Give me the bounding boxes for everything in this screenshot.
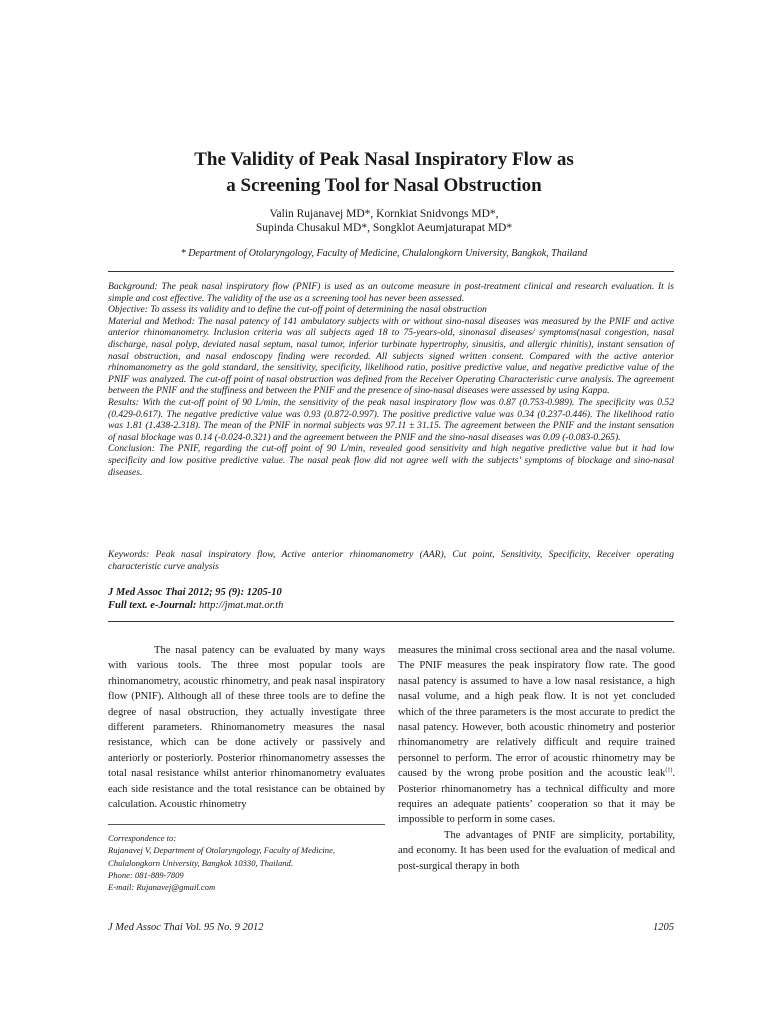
title-line-2: a Screening Tool for Nasal Obstruction	[226, 175, 542, 196]
page-number: 1205	[653, 922, 674, 933]
journal-url-link[interactable]: http://jmat.mat.or.th	[199, 599, 284, 611]
footer-journal: J Med Assoc Thai Vol. 95 No. 9 2012	[108, 922, 264, 933]
correspondence-line: Rujanavej V, Department of Otolaryngology, Faculty of Medicine,	[108, 845, 336, 856]
reference-superscript: (1)	[665, 767, 673, 774]
abstract-bottom-divider	[108, 621, 674, 622]
authors-line-1: Valin Rujanavej MD*, Kornkiat Snidvongs MD*,	[269, 208, 499, 220]
citation-ref: J Med Assoc Thai 2012; 95 (9): 1205-10	[108, 587, 282, 598]
correspondence-email[interactable]: E-mail: Rujanavej@gmail.com	[108, 882, 216, 893]
correspondence-phone: Phone: 081-889-7809	[108, 869, 184, 880]
keywords	[108, 549, 674, 572]
body-text: . Posterior rhinomanometry has a technical difficulty and more requires an adequate patients’ cooperation so that it may be impossible to perform in some cases.	[398, 768, 675, 826]
affiliation: * Department of Otolaryngology, Faculty of Medicine, Chulalongkorn University, Bangkok, Thailand	[180, 248, 588, 259]
body-paragraph	[398, 643, 675, 828]
abstract-objective: Objective: To assess its validity and to define the cut-off point of determining the nasal obstruction	[108, 304, 487, 316]
abstract-conclusion: Conclusion: The PNIF, regarding the cut-off point of 90 L/min, revealed good sensitivity and high negative predictive value but it had low specificity and low positive predictive value. The nasal peak flow did not agree well with the subjects’ symptoms of blockage and sino-nasal diseases.	[108, 443, 674, 478]
keywords-text: Keywords: Peak nasal inspiratory flow, Active anterior rhinomanometry (AAR), Cut point, Sensitivity, Specificity, Receiver operating characteristic curve analysis	[108, 549, 674, 572]
citation	[108, 587, 674, 612]
body-text: measures the minimal cross sectional area and the nasal volume. The PNIF measures the peak inspiratory flow rate. The good nasal patency is assumed to have a low nasal resistance, a high nasal volume, and a high peak flow. It is not yet concluded which of the three parameters is the most accurate to predict the nasal patency. However, both acoustic rhinometry and posterior rhinomanometry are relatively difficult and require trained personnel to perform. The error of acoustic rhinometry may be caused by the wrong probe position and the acoustic leak	[398, 645, 675, 780]
body-paragraph: The advantages of PNIF are simplicity, portability, and economy. It has been used for the evaluation of medical and post-surgical therapy in both	[398, 829, 675, 872]
correspondence-block	[108, 832, 385, 893]
correspondence-line: Chulalongkorn University, Bangkok 10330, Thailand.	[108, 857, 293, 868]
fulltext-label: Full text. e-Journal:	[108, 599, 197, 611]
abstract-results: Results: With the cut-off point of 90 L/min, the sensitivity of the peak nasal inspiratory flow was 0.87 (0.753-0.989). The specificity was 0.52 (0.429-0.617). The negative predictive value was 0.93 (0.872-0.997). The positive predictive value was 0.34 (0.237-0.446). The likelihood ratio was 1.81 (1.438-2.318). The mean of the PNIF in normal subjects was 97.11 ± 31.15. The agreement between the PNIF and the instant sensation of nasal blockage was 0.14 (-0.024-0.321) and the agreement between the PNIF and the sino-nasal diseases was 0.09 (-0.083-0.265).	[108, 396, 674, 443]
authors-line-2: Supinda Chusakul MD*, Songklot Aeumjaturapat MD*	[255, 222, 513, 234]
author-list	[110, 207, 658, 235]
correspondence-divider	[108, 824, 385, 825]
body-column-right	[398, 643, 675, 874]
abstract-methods: Material and Method: The nasal patency of 141 ambulatory subjects with or without sino-nasal diseases was measured by the PNIF and active anterior rhinomanometry. Inclusion criteria was all subjects aged 18 to 75-years-old, sinonasal diseases/ symptoms(nasal congestion, nasal discharge, nasal polyp, deviated nasal septum, nasal tumor, inferior turbinate hypertrophy, sinusitis, and allergic rhinitis), instant sensation of nasal obstruction, and nasal endoscopy finding were recorded. All subjects signed written consent. Compared with the active anterior rhinomanometry as the gold standard, the sensitivity, specificity, likelihood ratio, positive predictive value, and negative predictive value of the PNIF was analyzed. The cut-off point of nasal obstruction was defined from the Receiver Operating Characteristic curve analysis. The agreement between the PNIF and the stuffiness and between the PNIF and the presence of sino-nasal diseases were assessed by using Kappa.	[108, 315, 674, 397]
body-column-left	[108, 643, 385, 812]
fulltext-line	[108, 600, 674, 613]
title-line-1: The Validity of Peak Nasal Inspiratory Flow as	[194, 149, 574, 170]
body-paragraph: The nasal patency can be evaluated by many ways with various tools. The three most popular tools are rhinomanometry, acoustic rhinometry, and peak nasal inspiratory flow (PNIF). Although all of these three tools are to define the degree of nasal obstruction, they actually investigate three different parameters. Rhinomanometry measures the nasal resistance, which can be done actively or passively and anteriorly or posteriorly. Posterior rhinomanometry assesses the total nasal resistance whilst anterior rhinomanometry evaluates each side resistance and the total resistance can be obtained by calculation. Acoustic rhinometry	[108, 645, 385, 811]
article-title	[110, 147, 658, 199]
abstract-top-divider	[108, 271, 674, 272]
abstract-background: Background: The peak nasal inspiratory flow (PNIF) is used as an outcome measure in post-treatment clinical and research evaluation. It is simple and cost effective. The validity of the use as a screening tool has never been assessed.	[108, 281, 674, 304]
abstract	[108, 281, 674, 478]
correspondence-heading: Correspondence to:	[108, 833, 177, 843]
